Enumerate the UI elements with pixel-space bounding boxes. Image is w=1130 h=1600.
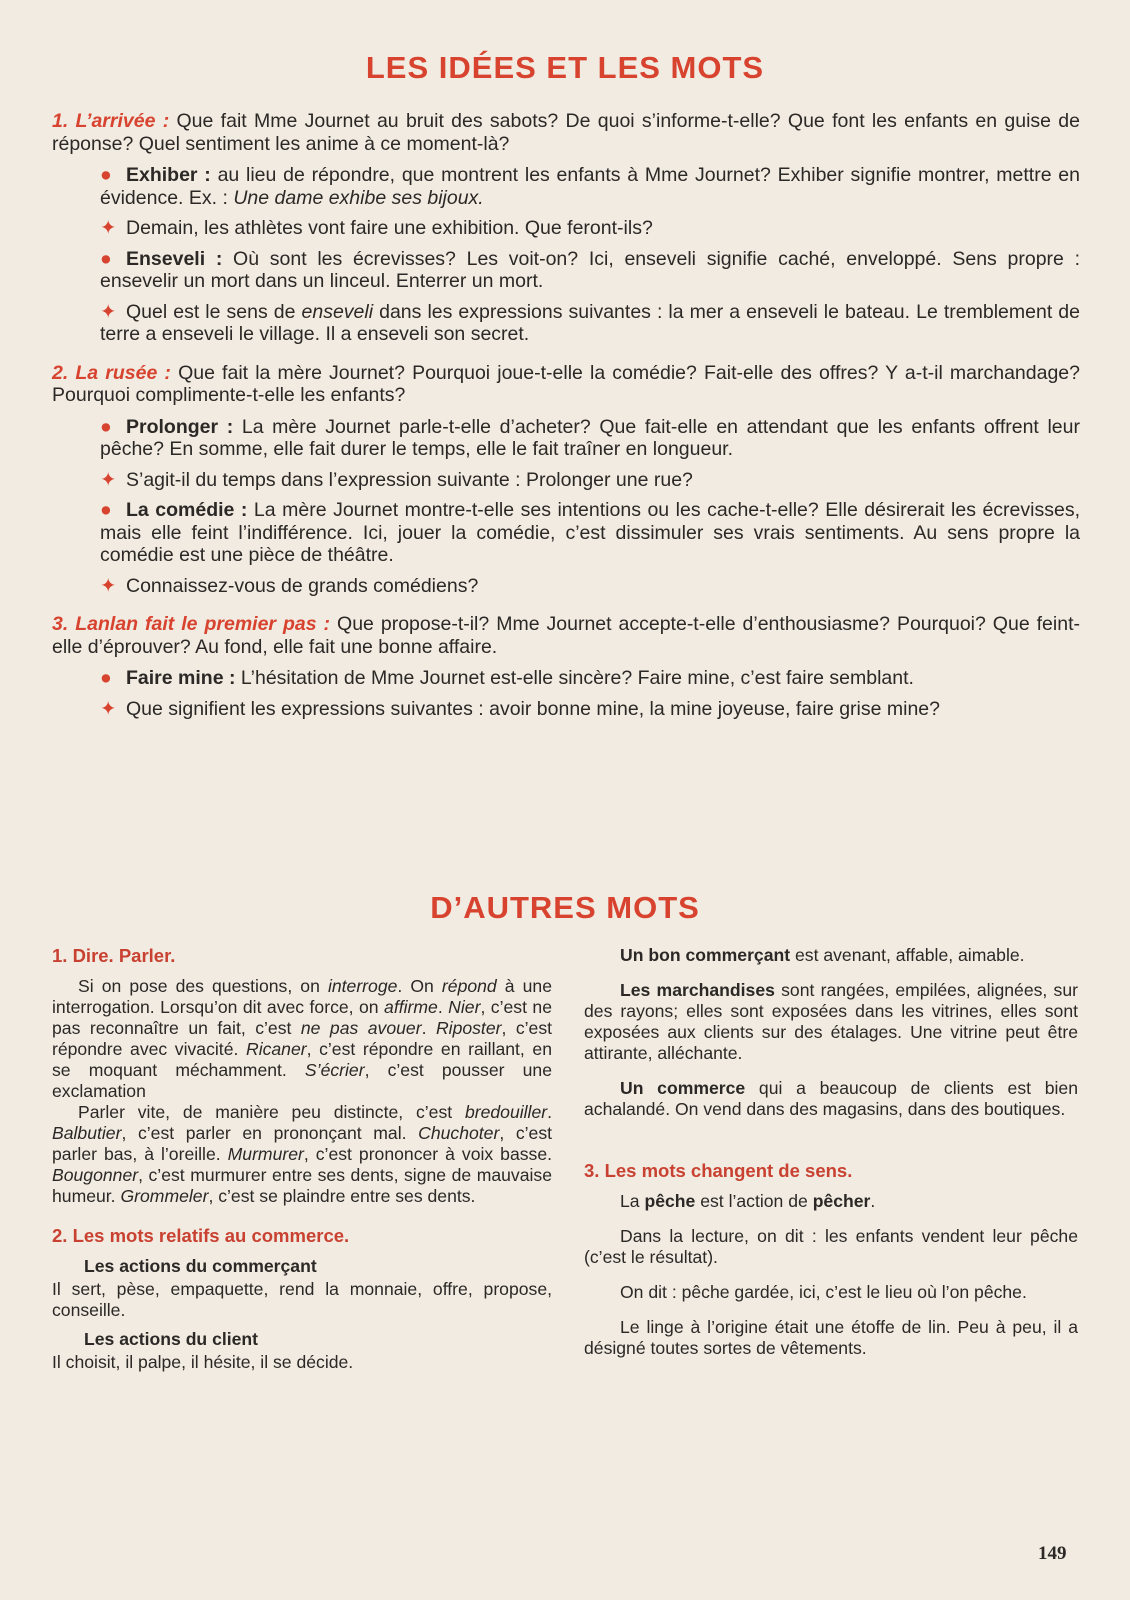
italic-term: Nier — [448, 997, 481, 1017]
italic-term: Ricaner — [245, 1039, 307, 1059]
italic-term: bredouiller — [464, 1102, 548, 1122]
exercise-item — [52, 698, 1080, 721]
italic-term: Balbutier — [52, 1123, 122, 1143]
text-run: Dans la lecture, on dit : les enfants vendent leur pêche (c’est le résultat). — [584, 1226, 1078, 1267]
keyword: Enseveli : — [126, 247, 223, 270]
subheading — [84, 1329, 552, 1350]
text-run: , c’est pousser une exclamation — [52, 1060, 552, 1101]
paragraph — [584, 1317, 1078, 1359]
text-run: Que fait Mme Journet au bruit des sabots? De quoi s’informe-t-elle? Que font les enfants en guise de réponse? Quel sentiment les anime à ce moment-là? — [52, 110, 1080, 155]
star-cross-icon: ✦ — [100, 697, 117, 720]
keyword: La comédie : — [126, 499, 248, 521]
star-cross-icon: ✦ — [100, 468, 117, 491]
text-run: Il choisit, il palpe, il hésite, il se décide. — [52, 1352, 354, 1372]
paragraph — [584, 1078, 1078, 1120]
italic-term: Riposter — [435, 1018, 502, 1038]
paragraph — [584, 1191, 1078, 1212]
text-run: Que signifient les expressions suivantes : avoir bonne mine, la mine joyeuse, faire grise mine? — [126, 697, 941, 720]
right-column — [584, 945, 1078, 1359]
text-run: Quel est le sens de — [126, 300, 302, 323]
text-run: 3. Les mots changent de sens. — [584, 1160, 853, 1181]
bullet-dot-icon: ● — [100, 667, 112, 689]
section-heading — [584, 1160, 1078, 1181]
text-run: L’hésitation de Mme Journet est-elle sincère? Faire mine, c’est faire semblant. — [235, 667, 914, 689]
text-run: La — [620, 1191, 645, 1211]
text-run: Demain, les athlètes vont faire une exhibition. Que feront-ils? — [126, 217, 653, 239]
italic-term: Bougonner — [52, 1165, 139, 1185]
text-run: Les actions du commerçant — [84, 1256, 317, 1276]
bullet-dot-icon: ● — [100, 164, 112, 186]
text-run: Si on pose des questions, on — [78, 976, 328, 996]
italic-term: affirme — [384, 997, 438, 1017]
text-run: . On — [397, 976, 442, 996]
text-run: est avenant, affable, aimable. — [790, 945, 1025, 965]
question-paragraph — [52, 362, 1080, 407]
text-run: au lieu de répondre, que montrent les enfants à Mme Journet? Exhiber signifie montrer, mettre en évidence. Ex. : — [100, 164, 1081, 209]
text-run: , c’est ne pas reconnaître un fait, c’est — [52, 997, 552, 1038]
text-run: La mère Journet montre-t-elle ses intentions ou les cache-t-elle? Elle désirerait les écrevisses, mais elle feint l’indifférence. Ici, jouer la comédie, c’est dissimuler ses vrais sentiments. Au sens propre la comédie est une pièce de théâtre. — [100, 499, 1080, 566]
text-run: On dit : pêche gardée, ici, c’est le lieu où l’on pêche. — [620, 1282, 1027, 1302]
exercise-item — [52, 217, 1080, 240]
star-cross-icon: ✦ — [100, 300, 117, 323]
text-run: . — [437, 997, 449, 1017]
keyword: pêche — [644, 1191, 696, 1211]
text-run: S’agit-il du temps dans l’expression suivante : Prolonger une rue? — [126, 468, 693, 491]
text-run: 2. Les mots relatifs au commerce. — [52, 1225, 350, 1246]
text-run: Il sert, pèse, empaquette, rend la monnaie, offre, propose, conseille. — [52, 1279, 552, 1320]
paragraph — [584, 1226, 1078, 1268]
italic-term: Murmurer — [227, 1144, 304, 1164]
text-run: La mère Journet parle-t-elle d’acheter? Que fait-elle en attendant que les enfants offrent leur pêche? En somme, elle fait durer le temps, elle le fait traîner en longueur. — [100, 415, 1080, 460]
paragraph — [52, 1352, 552, 1373]
italic-term: Une dame exhibe ses bijoux. — [233, 186, 484, 209]
bullet-dot-icon: ● — [100, 499, 112, 521]
italic-term: Chuchoter — [418, 1123, 500, 1143]
star-cross-icon: ✦ — [100, 217, 117, 239]
page-title: LES IDÉES ET LES MOTS — [365, 50, 765, 85]
question-heading: 3. Lanlan fait le premier pas : — [52, 613, 331, 635]
text-run: Que propose-t-il? Mme Journet accepte-t-elle d’enthousiasme? Pourquoi? Que feint-elle d’éprouver? Au fond, elle fait une bonne affaire. — [52, 613, 1080, 658]
text-run: Que fait la mère Journet? Pourquoi joue-t-elle la comédie? Fait-elle des offres? Y a-t-il marchandage? Pourquoi complimente-t-elle les enfants? — [52, 361, 1080, 406]
text-run: à une interrogation. Lorsqu’on dit avec force, on — [52, 976, 553, 1017]
paragraph — [584, 980, 1078, 1064]
text-run: dans les expressions suivantes : la mer a enseveli le bateau. Le tremblement de terre a enseveli le village. Il a enseveli son secret. — [100, 300, 1080, 345]
star-cross-icon: ✦ — [100, 574, 117, 597]
text-run: . — [870, 1191, 876, 1211]
keyword: pêcher — [812, 1191, 871, 1211]
text-run: Connaissez-vous de grands comédiens? — [126, 574, 479, 597]
page-number: 149 — [1038, 1543, 1067, 1564]
section-title: D’AUTRES MOTS — [430, 890, 700, 925]
vocabulary-item — [52, 499, 1080, 567]
italic-term: interroge — [327, 976, 398, 996]
text-run: . — [547, 1102, 552, 1122]
vocabulary-item — [52, 164, 1080, 209]
italic-term: Grommeler — [120, 1186, 209, 1206]
keyword: Un commerce — [620, 1078, 746, 1098]
keyword: Les marchandises — [620, 980, 775, 1000]
text-run: , c’est répondre avec vivacité. — [52, 1018, 553, 1059]
text-run: Les actions du client — [84, 1329, 259, 1349]
text-run: Parler vite, de manière peu distincte, c’est — [78, 1102, 465, 1122]
question-heading: 1. L’arrivée : — [52, 110, 170, 132]
question-heading: 2. La rusée : — [52, 361, 171, 384]
keyword: Prolonger : — [126, 415, 234, 438]
text-run: , c’est prononcer à voix basse. — [303, 1144, 553, 1164]
paragraph — [52, 976, 552, 1102]
text-run: 1. Dire. Parler. — [52, 945, 176, 966]
vocabulary-item — [52, 248, 1080, 293]
text-run: sont rangées, empilées, alignées, sur des rayons; elles sont exposées dans les vitrines, elles sont exposées aux clients sur des étalages. Une vitrine peut être attirante, alléchante. — [584, 980, 1078, 1063]
bullet-dot-icon: ● — [100, 415, 112, 438]
keyword: Faire mine : — [126, 667, 236, 689]
italic-term: enseveli — [301, 300, 374, 323]
text-run: , c’est parler en prononçant mal. — [121, 1123, 419, 1143]
paragraph — [584, 945, 1078, 966]
text-run: , c’est se plaindre entre ses dents. — [208, 1186, 476, 1206]
question-paragraph — [52, 613, 1080, 658]
text-run: Où sont les écrevisses? Les voit-on? Ici, enseveli signifie caché, enveloppé. Sens propre : ensevelir un mort dans un linceul. Enterrer un mort. — [100, 247, 1081, 292]
paragraph — [52, 1102, 552, 1207]
subheading — [84, 1256, 552, 1277]
section-heading — [52, 945, 552, 966]
text-run: Le linge à l’origine était une étoffe de lin. Peu à peu, il a désigné toutes sortes de vêtements. — [584, 1317, 1078, 1358]
italic-term: répond — [441, 976, 497, 996]
text-run: qui a beaucoup de clients est bien achalandé. On vend dans des magasins, dans des boutiques. — [584, 1078, 1078, 1119]
italic-term: ne pas avouer — [300, 1018, 422, 1038]
paragraph — [584, 1282, 1078, 1303]
vocabulary-item — [52, 667, 1080, 690]
text-run: , c’est répondre en raillant, en se moquant méchamment. — [52, 1039, 552, 1080]
text-run: , c’est murmurer entre ses dents, signe de mauvaise humeur. — [52, 1165, 552, 1206]
vocabulary-item — [52, 416, 1080, 461]
text-run: , c’est parler bas, à l’oreille. — [52, 1123, 553, 1164]
paragraph — [52, 1279, 552, 1321]
bullet-dot-icon: ● — [100, 247, 112, 270]
text-run: . — [421, 1018, 436, 1038]
questions-section — [52, 110, 1080, 728]
keyword: Exhiber : — [126, 164, 211, 186]
italic-term: S’écrier — [304, 1060, 365, 1080]
question-paragraph — [52, 110, 1080, 155]
exercise-item — [52, 469, 1080, 492]
exercise-item — [52, 301, 1080, 346]
section-heading — [52, 1225, 552, 1246]
keyword: Un bon commerçant — [620, 945, 791, 965]
text-run: est l’action de — [695, 1191, 813, 1211]
exercise-item — [52, 575, 1080, 598]
left-column — [52, 945, 552, 1373]
